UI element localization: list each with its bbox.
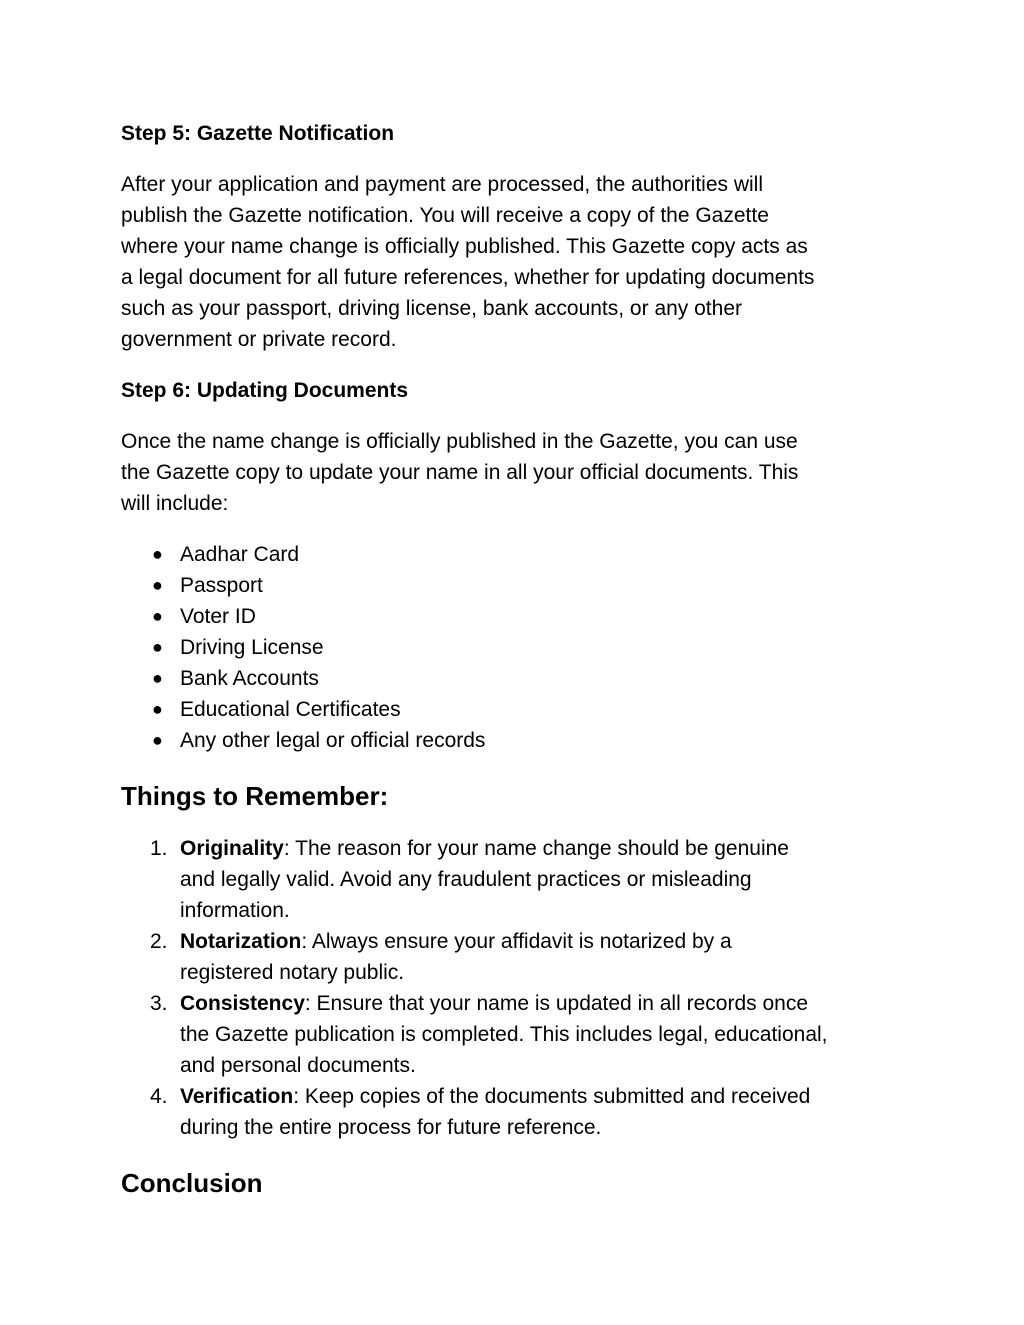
bullet-icon: ● <box>152 606 163 626</box>
list-item-label: Passport <box>180 574 263 597</box>
bullet-icon: ● <box>152 699 163 719</box>
list-item-label: Voter ID <box>180 605 256 628</box>
list-item-label: Any other legal or official records <box>180 729 486 752</box>
list-item <box>121 833 911 926</box>
bullet-icon: ● <box>152 730 163 750</box>
list-item <box>121 725 911 756</box>
step6-paragraph <box>121 426 911 519</box>
bullet-icon: ● <box>152 544 163 564</box>
term-description: and legally valid. Avoid any fraudulent practices or misleading <box>180 868 752 891</box>
step6-line: will include: <box>121 492 229 515</box>
remember-list <box>121 833 911 1143</box>
list-item <box>121 539 911 570</box>
term-label: Notarization <box>180 930 302 953</box>
list-number: 2. <box>150 930 168 953</box>
list-item-label: Driving License <box>180 636 324 659</box>
conclusion-heading: Conclusion <box>121 1168 263 1198</box>
list-number: 3. <box>150 992 168 1015</box>
list-item <box>121 694 911 725</box>
step6-line: Once the name change is officially published in the Gazette, you can use <box>121 430 798 453</box>
term-description: during the entire process for future reference. <box>180 1116 602 1139</box>
step5-paragraph <box>121 169 911 355</box>
things-to-remember-heading: Things to Remember: <box>121 781 389 811</box>
list-item <box>121 663 911 694</box>
step5-line: After your application and payment are processed, the authorities will <box>121 173 764 196</box>
list-item-label: Bank Accounts <box>180 667 319 690</box>
step5-line: government or private record. <box>121 328 397 351</box>
term-description: : Always ensure your affidavit is notarized by a <box>301 930 732 953</box>
step5-line: where your name change is officially published. This Gazette copy acts as <box>121 235 808 258</box>
step5-line: a legal document for all future references, whether for updating documents <box>121 266 815 289</box>
bullet-icon: ● <box>152 668 163 688</box>
list-item <box>121 601 911 632</box>
list-item <box>121 988 911 1081</box>
bullet-icon: ● <box>152 637 163 657</box>
list-item-label: Educational Certificates <box>180 698 401 721</box>
term-label: Originality <box>180 837 284 860</box>
term-description: : The reason for your name change should be genuine <box>283 837 789 860</box>
list-item <box>121 632 911 663</box>
list-number: 4. <box>150 1085 168 1108</box>
list-item-label: Aadhar Card <box>180 543 300 566</box>
list-item <box>121 570 911 601</box>
term-description: and personal documents. <box>180 1054 416 1077</box>
bullet-icon: ● <box>152 575 163 595</box>
list-item <box>121 1081 911 1143</box>
list-item <box>121 926 911 988</box>
document-page <box>121 118 911 1201</box>
term-description: registered notary public. <box>180 961 405 984</box>
step5-line: such as your passport, driving license, bank accounts, or any other <box>121 297 742 320</box>
step5-line: publish the Gazette notification. You will receive a copy of the Gazette <box>121 204 769 227</box>
step6-line: the Gazette copy to update your name in all your official documents. This <box>121 461 799 484</box>
term-description: the Gazette publication is completed. This includes legal, educational, <box>180 1023 828 1046</box>
term-label: Verification <box>180 1085 294 1108</box>
step6-heading: Step 6: Updating Documents <box>121 379 409 402</box>
term-description: : Keep copies of the documents submitted and received <box>293 1085 811 1108</box>
term-label: Consistency <box>180 992 305 1015</box>
term-description: : Ensure that your name is updated in all records once <box>304 992 808 1015</box>
list-number: 1. <box>150 837 168 860</box>
documents-list <box>121 539 911 756</box>
term-description: information. <box>180 899 290 922</box>
step5-heading: Step 5: Gazette Notification <box>121 122 395 145</box>
